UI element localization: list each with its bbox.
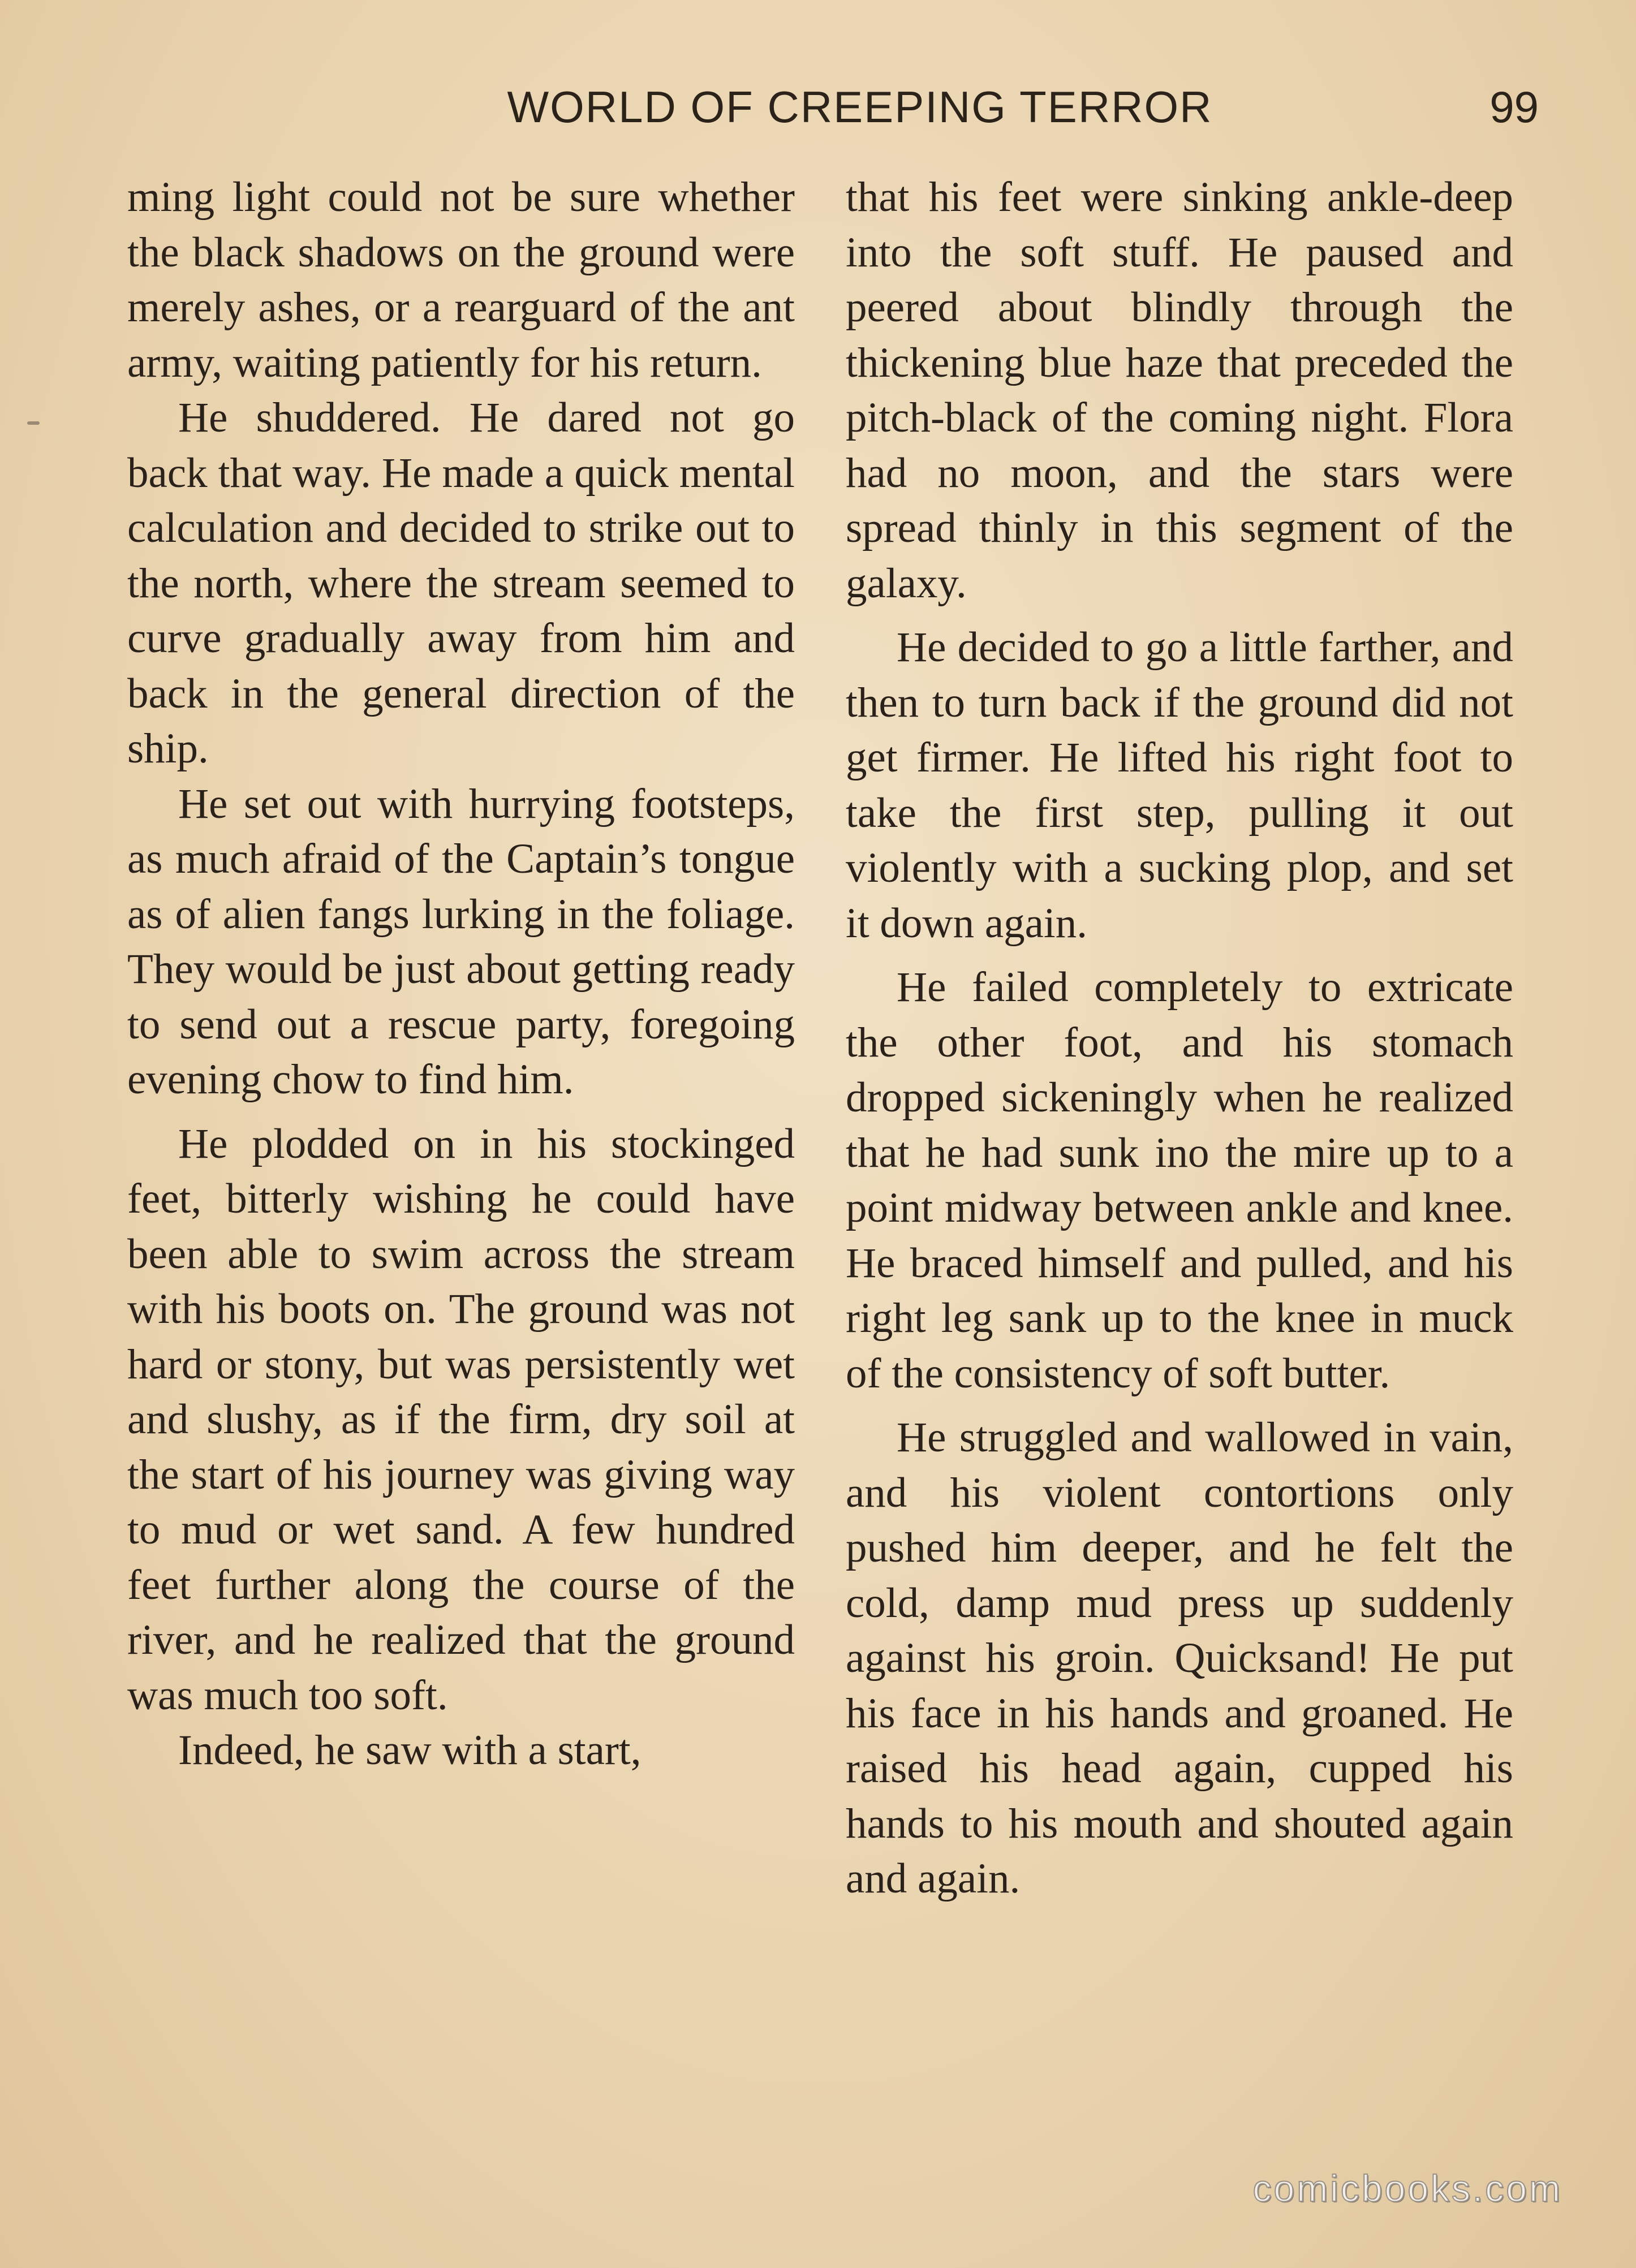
paragraph: ming light could not be sure whether the black shadows on the ground were merely ashes, or a rearguard of the ant army, waiting patiently for his return.	[127, 174, 795, 386]
paragraph: He plodded on in his stockinged feet, bitterly wishing he could have been able to swim across the stream with his boots on. The ground was not hard or stony, but was persistently wet and slushy, as if the firm, dry soil at the start of his journey was giving way to mud or wet sand. A few hundred feet further along the course of the river, and he realized that the ground was much too soft.	[127, 1120, 795, 1719]
paragraph: He failed completely to extricate the other foot, and his stomach dropped sickeningly when he realized that he had sunk ino the mire up to a point midway between ankle and knee. He braced himself and pulled, and his right leg sank up to the knee in muck of the consistency of soft butter.	[846, 964, 1513, 1397]
paragraph: He struggled and wallowed in vain, and his violent contortions only pushed him deeper, and he felt the cold, damp mud press up suddenly against his groin. Quicksand! He put his face in his hands and groaned. He raised his head again, cupped his hands to his mouth and shouted again and again.	[846, 1414, 1513, 1902]
page-number: 99	[1489, 82, 1539, 132]
paragraph: He shuddered. He dared not go back that way. He made a quick mental calculation and decided to strike out to the north, where the stream seemed to curve gradually away from him and back in the general direction of the ship.	[127, 394, 795, 772]
text-column-right	[846, 170, 1513, 1907]
text-column-left	[127, 170, 795, 1778]
paragraph: that his feet were sinking ankle-deep into the soft stuff. He paused and peered about blindly through the thickening blue haze that preceded the pitch-black of the coming night. Flora had no moon, and the stars were spread thinly in this segment of the galaxy.	[846, 174, 1513, 607]
paragraph: Indeed, he saw with a start,	[178, 1727, 642, 1774]
margin-smudge	[27, 421, 40, 425]
paragraph: He set out with hurrying footsteps, as much afraid of the Captain’s tongue as of alien fangs lurking in the foliage. They would be just about getting ready to send out a rescue party, foregoing evening chow to find him.	[127, 780, 795, 1103]
paragraph: He decided to go a little farther, and then to turn back if the ground did not get firmer. He lifted his right foot to take the first step, pulling it out violently with a sucking plop, and set it down again.	[846, 624, 1513, 947]
running-title: WORLD OF CREEPING TERROR	[507, 82, 1213, 132]
watermark: comicbooks.com	[1252, 2167, 1562, 2209]
